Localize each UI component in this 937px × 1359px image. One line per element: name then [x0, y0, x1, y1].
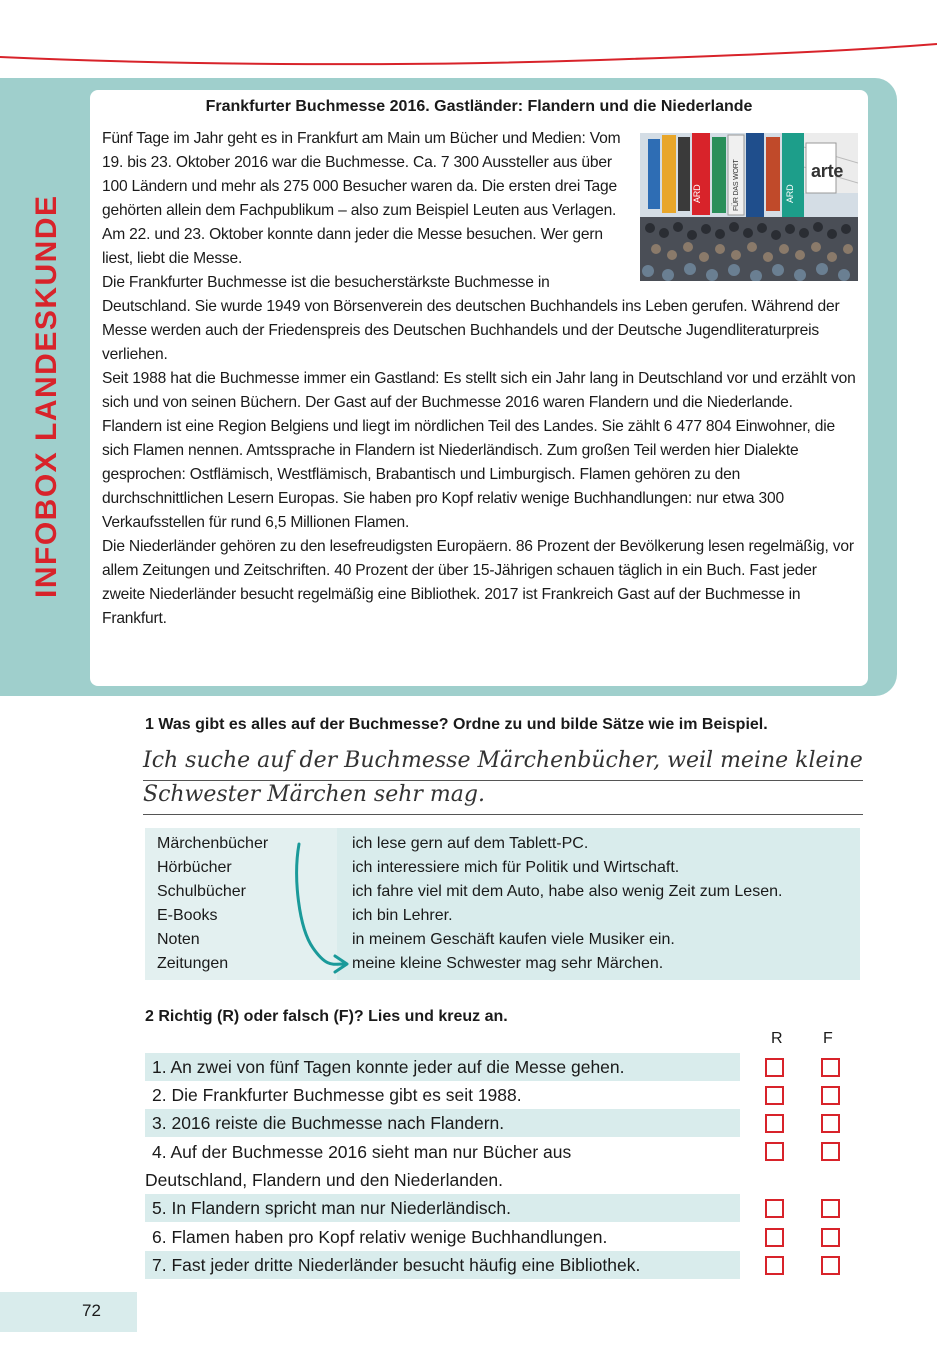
page-number: 72 [82, 1301, 101, 1320]
statement-row [145, 1223, 740, 1251]
statement-text: 6. Flamen haben pro Kopf relativ wenige Buchhandlungen. [152, 1227, 608, 1247]
checkbox-r-2[interactable] [765, 1086, 784, 1105]
checkbox-f-2[interactable] [821, 1086, 840, 1105]
task1-title: 1 Was gibt es alles auf der Buchmesse? Ordne zu und bilde Sätze wie im Beispiel. [145, 716, 768, 733]
column-header-r: R [771, 1030, 783, 1047]
checkbox-r-4[interactable] [765, 1142, 784, 1161]
statement-row [145, 1109, 740, 1137]
checkbox-f-5[interactable] [821, 1199, 840, 1218]
checkbox-f-1[interactable] [821, 1058, 840, 1077]
page-number-box [0, 1292, 137, 1332]
infobox-text [102, 127, 860, 631]
match-left-item: Zeitungen [157, 955, 229, 972]
statement-text: 1. An zwei von fünf Tagen konnte jeder auf die Messe gehen. [152, 1057, 625, 1077]
task2-title: 2 Richtig (R) oder falsch (F)? Lies und kreuz an. [145, 1008, 508, 1025]
checkbox-f-6[interactable] [821, 1228, 840, 1247]
match-right-item: ich fahre viel mit dem Auto, habe also wenig Zeit zum Lesen. [352, 883, 783, 900]
example-sentence-line-1: Ich suche auf der Buchmesse Märchenbücher, weil meine kleine [143, 746, 863, 781]
example-sentence-line-2: Schwester Märchen sehr mag. [143, 780, 863, 815]
statement-row [145, 1053, 740, 1081]
statement-text: 3. 2016 reiste die Buchmesse nach Flandern. [152, 1113, 505, 1133]
statement-text: 2. Die Frankfurter Buchmesse gibt es seit 1988. [152, 1085, 522, 1105]
match-left-item: Hörbücher [157, 859, 232, 876]
statement-text: 7. Fast jeder dritte Niederländer besucht häufig eine Bibliothek. [152, 1255, 641, 1275]
statement-text: 4. Auf der Buchmesse 2016 sieht man nur Bücher aus [152, 1142, 572, 1162]
infobox-paragraph-3: Seit 1988 hat die Buchmesse immer ein Gastland: Es stellt sich ein Jahr lang in Deutschland vor und erzählt von sich und von seinen Büchern. Der Gast auf der Buchmesse 2016 waren Flandern und die Niederlande. [102, 370, 856, 411]
photo-sign-wort: FÜR DAS WORT [733, 159, 740, 211]
statement-row [145, 1138, 740, 1194]
checkbox-f-4[interactable] [821, 1142, 840, 1161]
checkbox-r-6[interactable] [765, 1228, 784, 1247]
infobox-heading: Frankfurter Buchmesse 2016. Gastländer: Flandern und die Niederlande [205, 98, 753, 115]
infobox-side-title: INFOBOX LANDESKUNDE [30, 194, 63, 598]
matching-table [145, 828, 860, 980]
infobox-paragraph-5: Die Niederländer gehören zu den lesefreudigsten Europäern. 86 Prozent der Bevölkerung lesen regelmäßig, vor allem Zeitungen und Zeitschriften. 40 Prozent der über 15-Jährigen schauen täglich in ein Buch. Fast jeder zweite Niederländer besucht regelmäßig eine Bibliothek. 2017 ist Frankreich Gast auf der Buchmesse in Frankfurt. [102, 538, 854, 627]
statement-row [145, 1081, 740, 1109]
statement-text: 5. In Flandern spricht man nur Niederländisch. [152, 1198, 511, 1218]
infobox-paragraph-2: Die Frankfurter Buchmesse ist die besucherstärkste Buchmesse in Deutschland. Sie wurde 1949 von Börsenverein des deutschen Buchhandels ins Leben gerufen. Während der Messe werden auch der Friedenspreis des Deutschen Buchhandels und der Deutsche Jugendliteraturpreis verliehen. [102, 274, 840, 363]
statement-row [145, 1251, 740, 1279]
checkbox-r-5[interactable] [765, 1199, 784, 1218]
checkbox-f-7[interactable] [821, 1256, 840, 1275]
photo-sign-ard-2: ARD [785, 184, 795, 203]
statement-text-continued: Deutschland, Flandern und den Niederlanden. [145, 1170, 504, 1190]
match-left-item: Schulbücher [157, 883, 246, 900]
checkbox-r-1[interactable] [765, 1058, 784, 1077]
match-left-item: E-Books [157, 907, 218, 924]
book-fair-photo-illustration [640, 133, 858, 281]
photo-sign-ard: ARD [692, 184, 702, 203]
book-fair-photo [640, 133, 858, 281]
match-right-item: ich bin Lehrer. [352, 907, 453, 924]
infobox-paragraph-1: Fünf Tage im Jahr geht es in Frankfurt am Main um Bücher und Medien: Vom 19. bis 23. Oktober 2016 war die Buchmesse. Ca. 7 300 Aussteller aus über 100 Ländern und mehr als 275 000 Besucher waren da. Die ersten drei Tage gehörten allein dem Fachpublikum – also zum Beispiel Leuten aus Verlagen. Am 22. und 23. Oktober konnte dann jeder die Messe besuchen. Wer gern liest, liebt die Messe. [102, 130, 621, 267]
match-left-item: Märchenbücher [157, 835, 269, 852]
statement-row [145, 1194, 740, 1222]
match-right-item: ich lese gern auf dem Tablett-PC. [352, 835, 589, 852]
checkbox-f-3[interactable] [821, 1114, 840, 1133]
photo-sign-arte: arte [811, 161, 844, 181]
checkbox-r-3[interactable] [765, 1114, 784, 1133]
match-right-item: meine kleine Schwester mag sehr Märchen. [352, 955, 664, 972]
match-right-item: in meinem Geschäft kaufen viele Musiker ein. [352, 931, 675, 948]
match-arrow-icon [285, 838, 355, 974]
infobox-panel [90, 90, 868, 686]
match-left-item: Noten [157, 931, 200, 948]
column-header-f: F [823, 1030, 833, 1047]
match-right-item: ich interessiere mich für Politik und Wirtschaft. [352, 859, 680, 876]
top-decorative-line [0, 0, 937, 80]
infobox-paragraph-4: Flandern ist eine Region Belgiens und liegt im nördlichen Teil des Landes. Sie zählt 6 477 804 Einwohner, die sich Flamen nennen. Amtssprache in Flandern ist Niederländisch. Zum großen Teil werden hier Dialekte gesprochen: Ostflämisch, Westflämisch, Brabantisch und Limburgisch. Flamen gehören zu den durchschnittlichen Lesern Europas. Sie haben pro Kopf relativ wenige Buchhandlungen: nur etwa 300 Verkaufsstellen für rund 6,5 Millionen Flamen. [102, 418, 835, 531]
checkbox-r-7[interactable] [765, 1256, 784, 1275]
